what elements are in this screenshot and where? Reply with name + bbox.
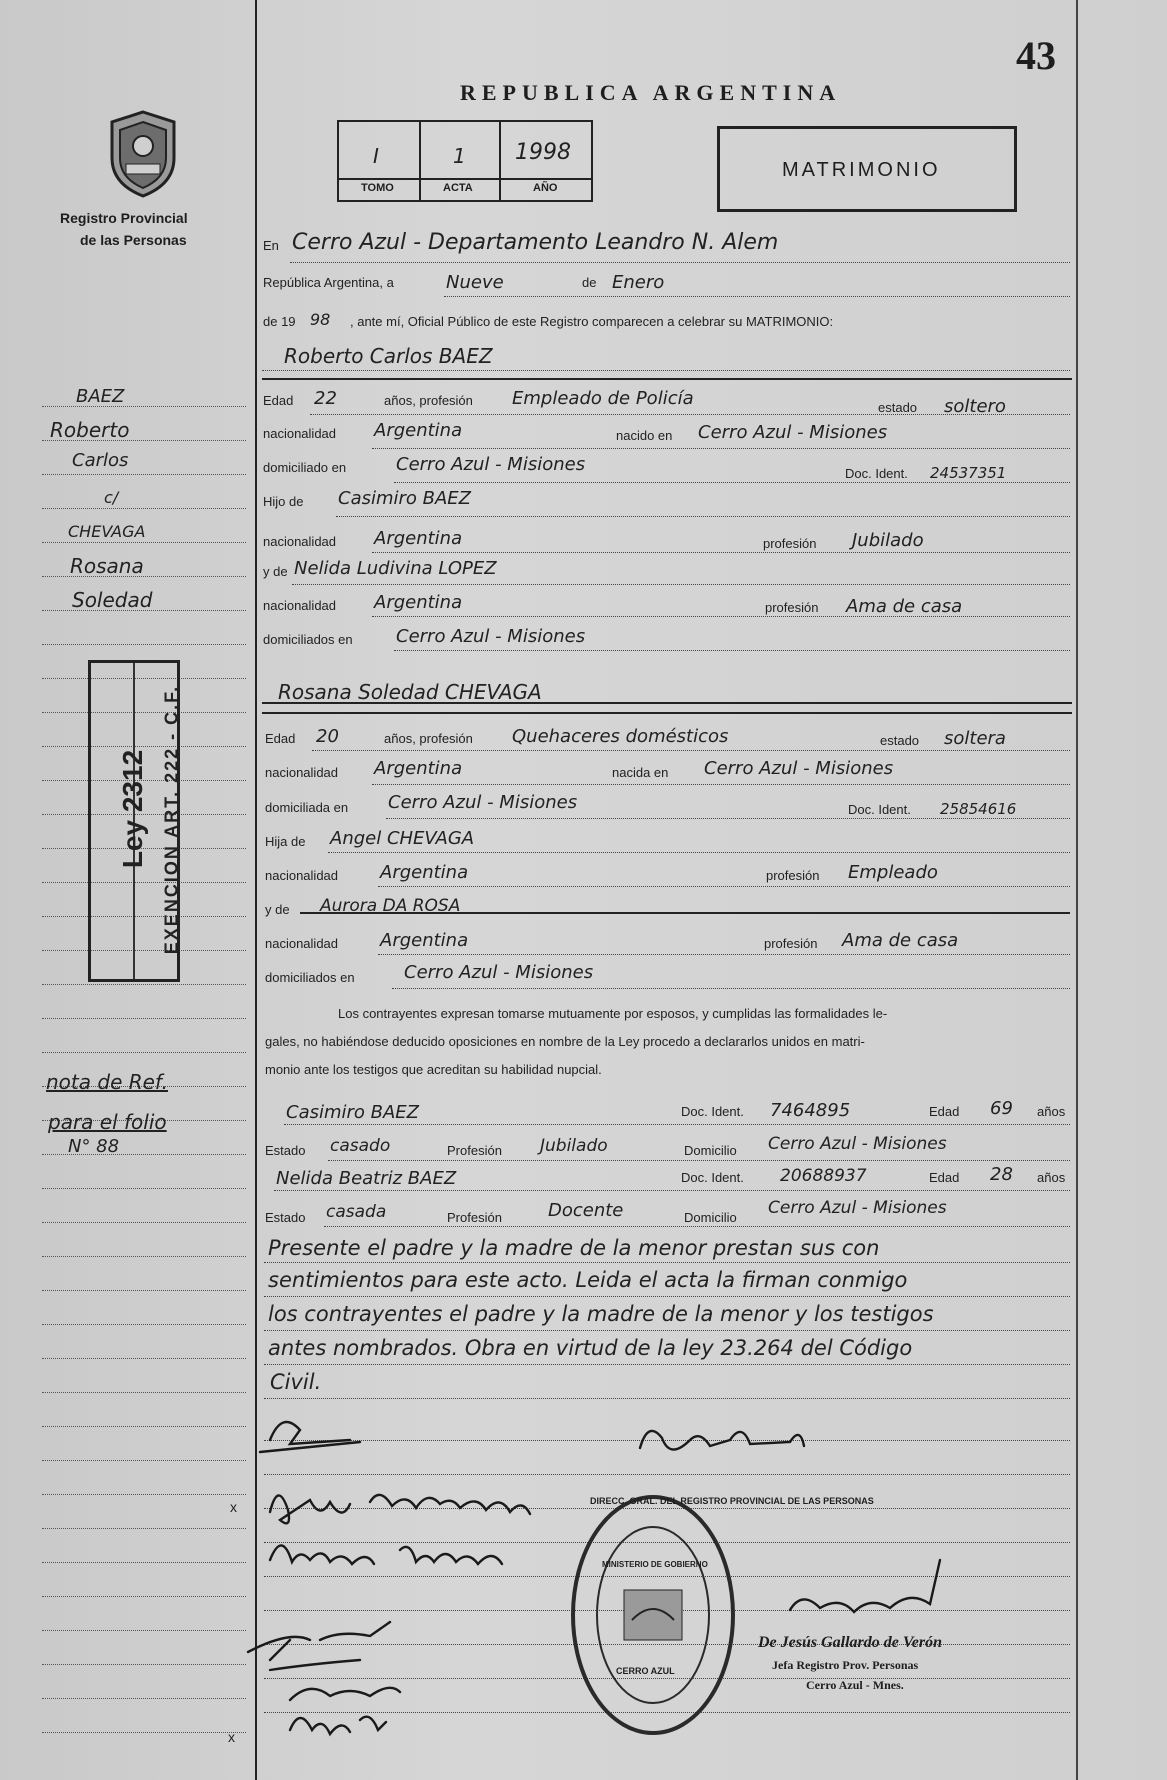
groom-nacionalidad: Argentina [374,420,463,441]
witness2-signature [290,1717,386,1734]
groom-padre-nac: Argentina [374,528,463,549]
bride-dom-label: domiciliada en [265,800,349,815]
margin-guide-line [42,1664,246,1665]
margin-surname-groom: BAEZ [76,386,125,407]
bride-name: Rosana Soledad CHEVAGA [278,680,542,704]
margin-note-line1: nota de Ref. [46,1070,168,1094]
declaration-line2: gales, no habiéndose deducido oposiciones en nombre de la Ley procedo a declararlos unidos en matri- [265,1034,865,1049]
margin-guide-line [42,1528,246,1529]
margin-guide-line [42,644,246,645]
margin-note-line2: para el folio [48,1110,167,1134]
bride-padre-prof: Empleado [848,862,938,883]
margin-guide-line [42,1596,246,1597]
groom-doc-label: Doc. Ident. [845,466,908,481]
officer-title: Jefa Registro Prov. Personas [772,1658,919,1672]
bride-padre-prof-label: profesión [766,868,820,883]
witness1-anos: años [1037,1104,1066,1119]
margin-guide-line [42,542,246,543]
groom-madre-nac: Argentina [374,592,463,613]
svg-text:x: x [230,1499,237,1515]
margin-given-bride-2: Soledad [72,588,153,612]
bride-doms-label: domiciliados en [265,970,355,985]
groom-madre-prof: Ama de casa [846,596,963,617]
note-line5: Civil. [270,1370,322,1394]
margin-given-groom-2: Carlos [72,450,129,471]
declaration-line1: Los contrayentes expresan tomarse mutuamente por esposos, y cumplidas las formalidades le- [338,1006,888,1021]
registry-line2: de las Personas [80,232,187,248]
margin-given-bride-1: Rosana [70,554,144,578]
acta-value: 1 [453,144,466,168]
witness2-doc-label: Doc. Ident. [681,1170,744,1185]
tomo-label: TOMO [361,182,394,194]
bride-doc-label: Doc. Ident. [848,802,911,817]
witness1-estado-label: Estado [265,1143,306,1158]
bride-madre-nac-label: nacionalidad [265,936,339,951]
witness1-dom-label: Domicilio [684,1143,737,1158]
date-prefix: República Argentina, a [263,275,394,290]
witness1-name: Casimiro BAEZ [286,1102,420,1123]
bride-profesion: Quehaceres domésticos [512,726,729,747]
groom-padre-prof: Jubilado [852,530,924,551]
groom-madre-nac-label: nacionalidad [263,598,337,613]
groom-nacido-label: nacido en [616,428,673,443]
margin-guide-line [42,508,246,509]
bride-estado: soltera [944,728,1006,749]
margin-guide-line [42,1256,246,1257]
witness1-edad-label: Edad [929,1104,960,1119]
seal-inner-text: MINISTERIO DE GOBIERNO [602,1560,708,1569]
date-day: Nueve [446,272,504,293]
groom-profesion: Empleado de Policía [512,388,694,409]
margin-guide-line [42,1324,246,1325]
bride-hija-label: Hija de [265,834,306,849]
margin-guide-line [42,1732,246,1733]
year-suffix: 98 [310,310,331,329]
witness2-profesion: Docente [548,1200,624,1221]
bride-nacionalidad: Argentina [374,758,463,779]
bride-prof-label: años, profesión [384,731,473,746]
witness2-domicilio: Cerro Azul - Misiones [768,1198,947,1218]
groom-dom-label: domiciliado en [263,460,347,475]
margin-guide-line [42,1392,246,1393]
bride-padre-nac-label: nacionalidad [265,868,339,883]
margin-guide-line [42,406,246,407]
note-line3: los contrayentes el padre y la madre de la menor y los testigos [268,1302,934,1326]
stamp-line1: Ley 2312 [117,749,148,869]
bride-madre: Aurora DA ROSA [320,896,461,916]
witness2-name: Nelida Beatriz BAEZ [276,1168,457,1189]
witness2-edad: 28 [990,1164,1013,1185]
groom-doms-label: domiciliados en [263,632,353,647]
date-month: Enero [612,272,665,293]
bride-yde-label: y de [265,902,290,917]
witness2-estado: casada [326,1202,387,1222]
bride-doc: 25854616 [940,800,1017,818]
groom-padres-dom: Cerro Azul - Misiones [396,626,586,647]
groom-edad-label: Edad [263,393,294,408]
date-text: , ante mí, Oficial Público de este Registro comparecen a celebrar su MATRIMONIO: [350,314,834,329]
margin-note-line3: N° 88 [68,1136,120,1157]
country-title: REPUBLICA ARGENTINA [460,80,842,105]
margin-guide-line [42,1698,246,1699]
seal-city-text: CERRO AZUL [616,1666,675,1676]
groom-madre: Nelida Ludivina LOPEZ [294,558,497,579]
place-value: Cerro Azul - Departamento Leandro N. Alem [292,230,779,255]
seal-ring-text: DIRECC. GRAL. DEL REGISTRO PROVINCIAL DE LAS PERSONAS [590,1496,874,1506]
margin-guide-line [42,1222,246,1223]
coat-of-arms-icon [104,108,182,203]
place-prefix: En [263,238,279,253]
witness2-dom-label: Domicilio [684,1210,737,1225]
bride-domicilio: Cerro Azul - Misiones [388,792,578,813]
bride-edad: 20 [316,726,339,747]
witness2-estado-label: Estado [265,1210,306,1225]
bride-nacida: Cerro Azul - Misiones [704,758,894,779]
groom-estado: soltero [944,396,1006,417]
groom-doc: 24537351 [930,464,1007,482]
witness1-signature [248,1622,400,1700]
bride-padres-dom: Cerro Azul - Misiones [404,962,594,983]
witness1-profesion: Jubilado [540,1136,608,1156]
mother-signature [270,1545,502,1564]
margin-surname-bride: CHEVAGA [68,522,146,541]
witness1-edad: 69 [990,1098,1013,1119]
officer-place: Cerro Azul - Mnes. [806,1678,904,1692]
note-line1: Presente el padre y la madre de la menor prestan sus con [268,1236,880,1260]
margin-guide-line [42,1018,246,1019]
margin-guide-line [42,1426,246,1427]
margin-guide-line [42,984,246,985]
bride-madre-prof: Ama de casa [842,930,959,951]
ano-value: 1998 [515,140,571,165]
witness2-anos: años [1037,1170,1066,1185]
bride-signature [270,1495,530,1523]
acta-label: ACTA [443,182,473,194]
witness1-estado: casado [330,1136,391,1156]
groom-edad: 22 [314,388,337,409]
margin-guide-line [42,1290,246,1291]
margin-guide-line [42,1562,246,1563]
bride-estado-label: estado [880,733,920,748]
bride-madre-nac: Argentina [380,930,469,951]
note-line2: sentimientos para este acto. Leida el acta la firman conmigo [268,1268,908,1292]
groom-padre: Casimiro BAEZ [338,488,472,509]
note-line4: antes nombrados. Obra en virtud de la ley 23.264 del Código [268,1336,913,1360]
margin-guide-line [42,1494,246,1495]
record-type: MATRIMONIO [782,159,941,181]
margin-guide-line [42,1630,246,1631]
declaration-line3: monio ante los testigos que acreditan su habilidad nupcial. [265,1062,602,1077]
groom-madre-prof-label: profesión [765,600,819,615]
witness1-domicilio: Cerro Azul - Misiones [768,1134,947,1154]
witness1-doc-label: Doc. Ident. [681,1104,744,1119]
groom-hijo-label: Hijo de [263,494,304,509]
groom-padre-nac-label: nacionalidad [263,534,337,549]
page-number: 43 [1016,33,1056,78]
date-de: de [582,275,597,290]
groom-domicilio: Cerro Azul - Misiones [396,454,586,475]
groom-nac-label: nacionalidad [263,426,337,441]
bride-padre-nac: Argentina [380,862,469,883]
groom-nacido: Cerro Azul - Misiones [698,422,888,443]
margin-con: c/ [104,488,119,507]
groom-estado-label: estado [878,400,918,415]
margin-given-groom-1: Roberto [50,418,130,442]
margin-guide-line [42,474,246,475]
registry-line1: Registro Provincial [60,210,188,226]
year-prefix: de 19 [263,314,296,329]
groom-name: Roberto Carlos BAEZ [284,344,493,368]
record-type-box [717,126,1017,212]
stamp-line2: EXENCION ART. 222 - C.F. [161,684,182,955]
officer-name: De Jesús Gallardo de Verón [758,1634,943,1651]
groom-padre-prof-label: profesión [763,536,817,551]
officer-signature [790,1560,940,1612]
bride-father-signature [640,1431,804,1450]
witness2-doc: 20688937 [780,1166,867,1186]
bride-padre: Angel CHEVAGA [330,828,475,849]
bride-edad-label: Edad [265,731,296,746]
witness2-prof-label: Profesión [447,1210,502,1225]
bride-nacida-label: nacida en [612,765,669,780]
ano-label: AÑO [533,182,558,194]
bride-madre-prof-label: profesión [764,936,818,951]
witness2-edad-label: Edad [929,1170,960,1185]
tomo-value: I [373,144,379,168]
margin-guide-line [42,1460,246,1461]
bride-nac-label: nacionalidad [265,765,339,780]
svg-text:x: x [228,1729,235,1745]
witness1-doc: 7464895 [770,1100,851,1121]
groom-yde-label: y de [263,564,288,579]
record-box [337,120,593,202]
groom-signature [260,1422,360,1452]
groom-prof-label: años, profesión [384,393,473,408]
margin-guide-line [42,1188,246,1189]
margin-guide-line [42,1052,246,1053]
margin-guide-line [42,1358,246,1359]
exemption-stamp [88,660,180,982]
witness1-prof-label: Profesión [447,1143,502,1158]
